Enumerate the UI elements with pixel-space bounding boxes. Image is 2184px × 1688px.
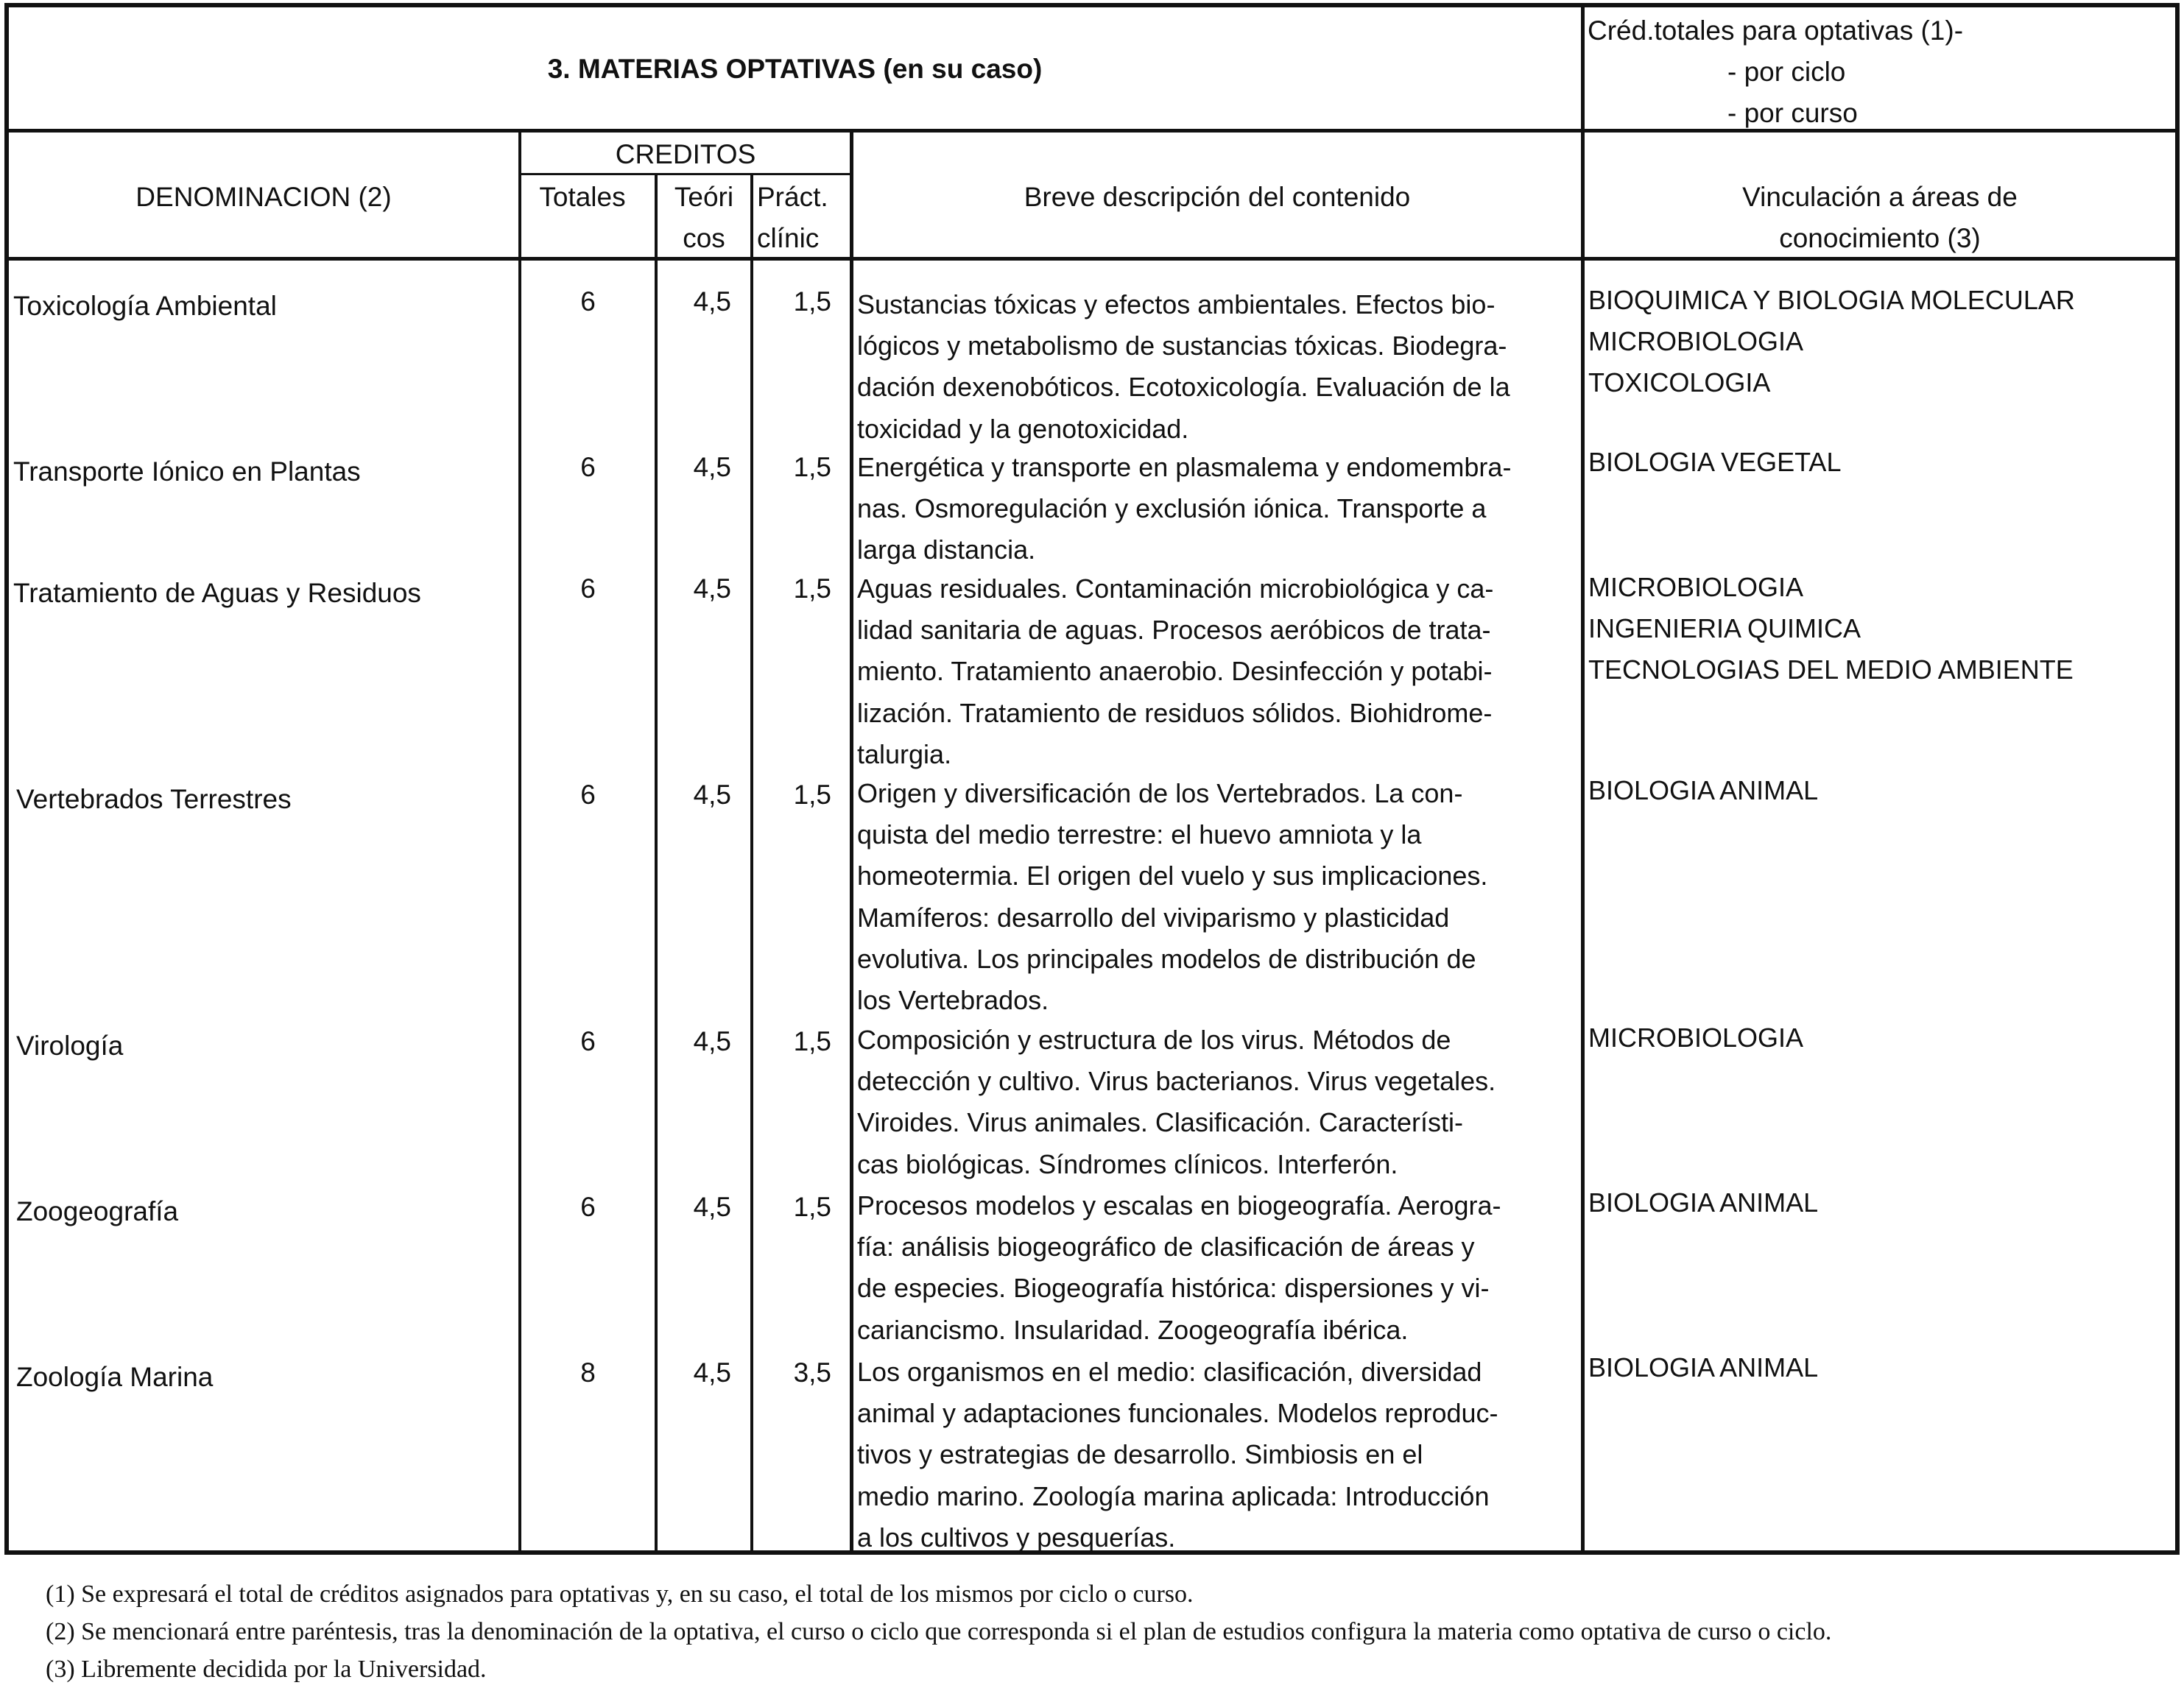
area-item: INGENIERIA QUIMICA <box>1588 613 1861 644</box>
area-item: BIOLOGIA VEGETAL <box>1588 447 1842 477</box>
row-description <box>857 1185 1501 1351</box>
credits-note-line: Créd.totales para optativas (1)- <box>1588 15 1964 46</box>
row-totales: 6 <box>580 573 596 604</box>
description-line: Mamíferos: desarrollo del viviparismo y plasticidad <box>857 902 1450 933</box>
description-line: toxicidad y la genotoxicidad. <box>857 413 1189 444</box>
row-areas <box>1588 770 1818 811</box>
description-line: animal y adaptaciones funcionales. Modelos reproduc- <box>857 1398 1498 1429</box>
description-line: Energética y transporte en plasmalema y endomembra- <box>857 452 1512 482</box>
row-description <box>857 284 1510 450</box>
row-totales: 6 <box>580 1192 596 1222</box>
row-practicos: 1,5 <box>793 573 831 604</box>
row-name: Transporte Iónico en Plantas <box>13 456 361 487</box>
area-item: BIOLOGIA ANIMAL <box>1588 1187 1819 1218</box>
description-line: fía: análisis biogeográfico de clasificación de áreas y <box>857 1232 1475 1263</box>
col-header-totales: Totales <box>539 182 626 212</box>
description-line: Aguas residuales. Contaminación microbiológica y ca- <box>857 573 1494 604</box>
col-header-descripcion: Breve descripción del contenido <box>1024 182 1411 212</box>
row-teoricos: 4,5 <box>693 780 731 810</box>
row-teoricos: 4,5 <box>693 1192 731 1222</box>
description-line: tivos y estrategias de desarrollo. Simbiosis en el <box>857 1439 1423 1470</box>
row-totales: 8 <box>580 1357 596 1388</box>
description-line: de especies. Biogeografía histórica: dispersiones y vi- <box>857 1273 1490 1304</box>
row-teoricos: 4,5 <box>693 1357 731 1388</box>
description-line: miento. Tratamiento anaerobio. Desinfección y potabi- <box>857 656 1493 687</box>
description-line: Viroides. Virus animales. Clasificación. Característi- <box>857 1107 1463 1138</box>
description-line: cas biológicas. Síndromes clínicos. Interferón. <box>857 1148 1398 1179</box>
col-header-practicos-line: Práct. <box>757 182 828 212</box>
col-header-vinculacion-line: Vinculación a áreas de <box>1742 182 2018 212</box>
area-item: BIOLOGIA ANIMAL <box>1588 1352 1819 1382</box>
description-line: detección y cultivo. Virus bacterianos. Virus vegetales. <box>857 1066 1496 1097</box>
row-name: Toxicología Ambiental <box>13 291 277 321</box>
footnote: (1) Se expresará el total de créditos asignados para optativas y, en su caso, el total de los mismos por ciclo o curso. <box>46 1581 1194 1608</box>
area-item: BIOLOGIA ANIMAL <box>1588 775 1819 805</box>
section-title: 3. MATERIAS OPTATIVAS (en su caso) <box>547 54 1043 84</box>
description-line: los Vertebrados. <box>857 985 1049 1016</box>
description-line: quista del medio terrestre: el huevo amniota y la <box>857 819 1422 850</box>
col-header-vinculacion-line: conocimiento (3) <box>1779 223 1981 253</box>
row-practicos: 1,5 <box>793 1026 831 1056</box>
area-item: MICROBIOLOGIA <box>1588 326 1804 357</box>
row-name: Virología <box>16 1031 124 1061</box>
description-line: lidad sanitaria de aguas. Procesos aeróbicos de trata- <box>857 615 1491 646</box>
description-line: homeotermia. El origen del vuelo y sus implicaciones. <box>857 861 1488 891</box>
rule-col-denominacion <box>518 133 521 1555</box>
description-line: talurgia. <box>857 738 952 769</box>
description-line: Procesos modelos y escalas en biogeografía. Aerogra- <box>857 1190 1501 1221</box>
row-teoricos: 4,5 <box>693 452 731 482</box>
rule-col-totales <box>655 173 658 1555</box>
description-line: Sustancias tóxicas y efectos ambientales. Efectos bio- <box>857 289 1496 319</box>
credits-note-line: - por ciclo <box>1727 57 1846 87</box>
row-practicos: 3,5 <box>793 1357 831 1388</box>
col-header-vinculacion <box>1585 177 2175 259</box>
row-areas <box>1588 280 2075 404</box>
col-header-practicos <box>757 177 850 259</box>
description-line: Origen y diversificación de los Vertebrados. La con- <box>857 778 1463 808</box>
description-line: cariancismo. Insularidad. Zoogeografía ibérica. <box>857 1314 1409 1345</box>
row-name: Zoología Marina <box>16 1362 214 1392</box>
description-line: Los organismos en el medio: clasificación, diversidad <box>857 1357 1482 1387</box>
row-description <box>857 568 1493 775</box>
row-teoricos: 4,5 <box>693 573 731 604</box>
description-line: evolutiva. Los principales modelos de distribución de <box>857 943 1476 974</box>
area-item: MICROBIOLOGIA <box>1588 572 1804 602</box>
description-line: larga distancia. <box>857 534 1036 565</box>
row-teoricos: 4,5 <box>693 286 731 317</box>
row-totales: 6 <box>580 1026 596 1056</box>
description-line: nas. Osmoregulación y exclusión iónica. Transporte a <box>857 493 1487 524</box>
row-areas <box>1588 1182 1818 1223</box>
col-header-creditos: CREDITOS <box>615 139 756 169</box>
description-line: lógicos y metabolismo de sustancias tóxicas. Biodegra- <box>857 331 1507 361</box>
optativas-table <box>4 3 2180 1555</box>
row-practicos: 1,5 <box>793 1192 831 1222</box>
row-teoricos: 4,5 <box>693 1026 731 1056</box>
row-description <box>857 773 1487 1021</box>
footnote: (3) Libremente decidida por la Universidad. <box>46 1656 487 1683</box>
row-description <box>857 1352 1498 1558</box>
row-practicos: 1,5 <box>793 452 831 482</box>
col-header-teoricos-line: cos <box>683 223 725 253</box>
row-areas <box>1588 442 1841 483</box>
footnotes <box>46 1575 2166 1688</box>
col-header-teoricos <box>658 177 750 259</box>
row-description <box>857 447 1511 571</box>
area-item: TECNOLOGIAS DEL MEDIO AMBIENTE <box>1588 654 2074 685</box>
row-areas <box>1588 1017 1803 1059</box>
area-item: TOXICOLOGIA <box>1588 367 1771 398</box>
area-item: BIOQUIMICA Y BIOLOGIA MOLECULAR <box>1588 285 2075 315</box>
row-totales: 6 <box>580 452 596 482</box>
description-line: medio marino. Zoología marina aplicada: Introducción <box>857 1480 1490 1511</box>
footnote: (2) Se mencionará entre paréntesis, tras la denominación de la optativa, el curso o ciclo que corresponda si el plan de estudios configura la materia como optativa de curso o ciclo. <box>46 1618 1832 1645</box>
row-practicos: 1,5 <box>793 780 831 810</box>
col-header-teoricos-line: Teóri <box>674 182 734 212</box>
area-item: MICROBIOLOGIA <box>1588 1023 1804 1053</box>
row-name: Vertebrados Terrestres <box>16 784 292 814</box>
description-line: Composición y estructura de los virus. Métodos de <box>857 1025 1451 1055</box>
description-line: a los cultivos y pesquerías. <box>857 1522 1176 1553</box>
col-header-denominacion: DENOMINACION (2) <box>135 182 392 212</box>
credits-note <box>1588 10 2169 134</box>
row-totales: 6 <box>580 286 596 317</box>
row-areas <box>1588 1347 1818 1388</box>
row-totales: 6 <box>580 780 596 810</box>
row-areas <box>1588 567 2074 691</box>
row-name: Zoogeografía <box>16 1196 179 1226</box>
col-header-practicos-line: clínic <box>757 223 820 253</box>
rule-col-teoricos <box>750 173 753 1555</box>
description-line: dación dexenobóticos. Ecotoxicología. Evaluación de la <box>857 372 1510 403</box>
rule-col-practicos <box>850 133 853 1555</box>
description-line: lización. Tratamiento de residuos sólidos. Biohidrome- <box>857 697 1493 728</box>
row-name: Tratamiento de Aguas y Residuos <box>13 578 421 608</box>
row-description <box>857 1020 1496 1185</box>
row-practicos: 1,5 <box>793 286 831 317</box>
credits-note-line: - por curso <box>1727 98 1858 128</box>
